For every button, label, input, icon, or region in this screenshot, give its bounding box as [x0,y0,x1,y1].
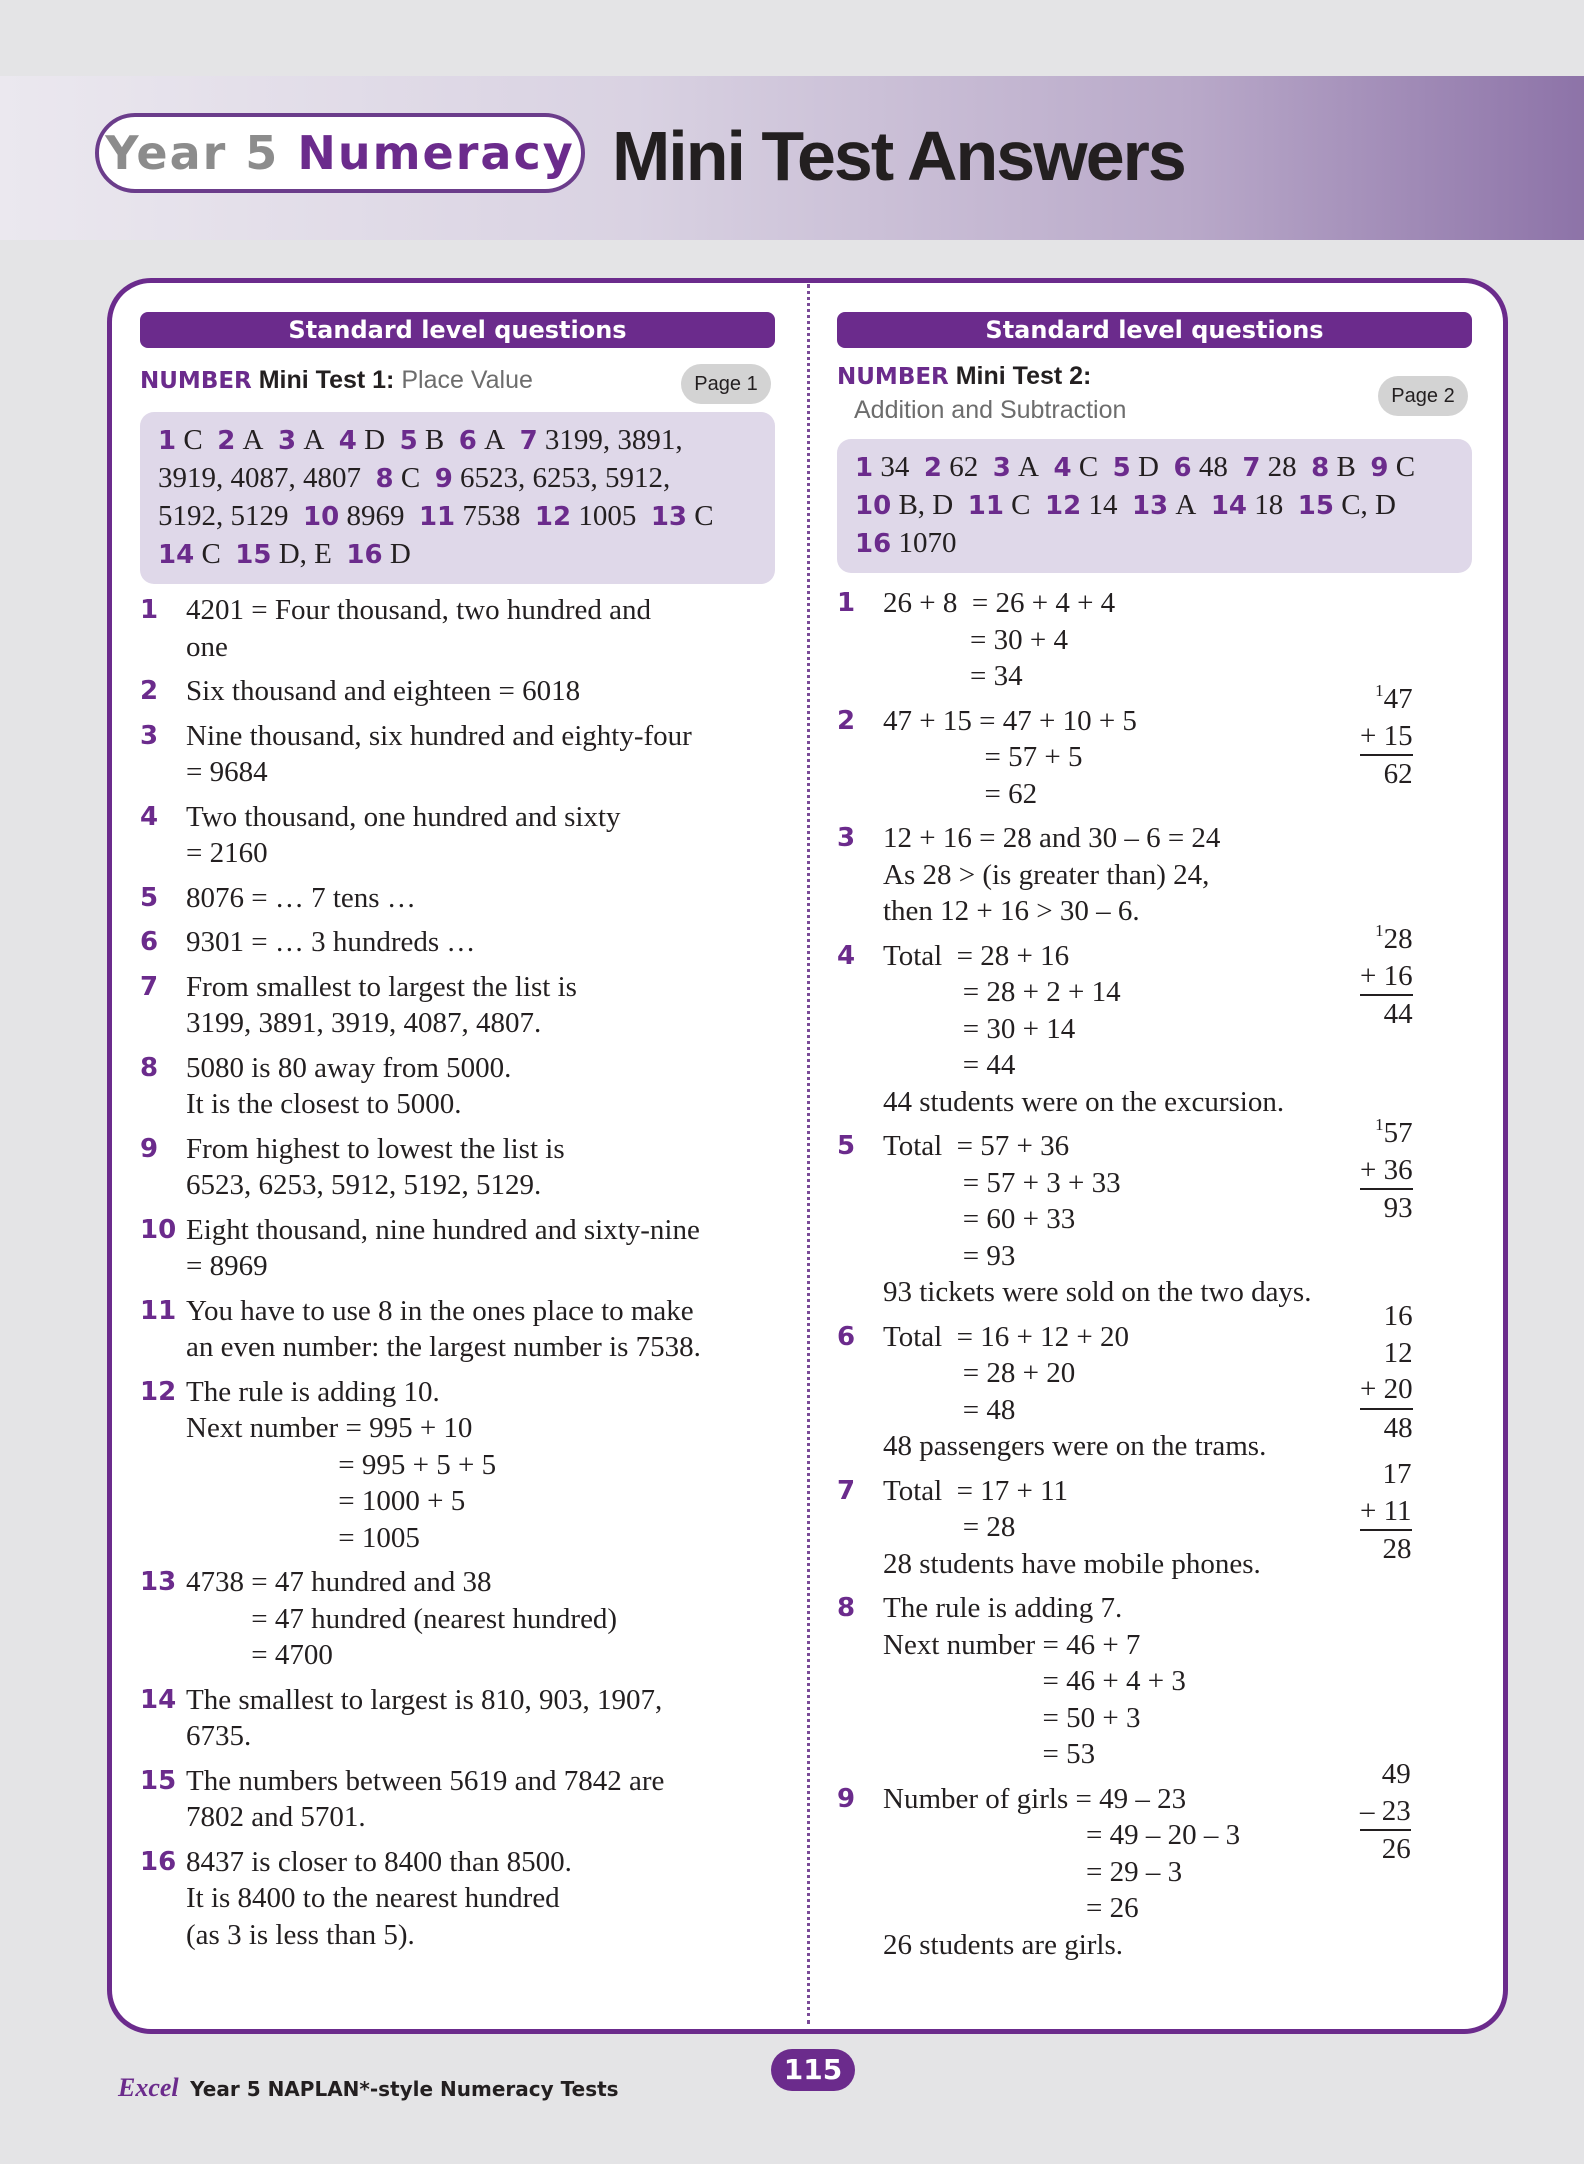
sum-top: 49 [1381,1758,1411,1790]
question-number: 3 [837,823,856,853]
sum-result: 28 [1382,1533,1412,1565]
answer-line: = 57 + 5 [883,741,1083,773]
summary-answer: A [484,424,506,456]
vertical-sum [1360,913,1413,1033]
subject-label: Numeracy [297,126,575,180]
summary-question-number: 6 [458,426,477,456]
vertical-sum [1360,1756,1411,1868]
book-title: Year 5 NAPLAN*-style Numeracy Tests [190,2077,619,2101]
answer-line: As 28 > (is greater than) 24, [883,858,1210,891]
test-topic: Addition and Subtraction [854,396,1127,424]
answer-line: = 46 + 4 + 3 [883,1665,1186,1697]
answer-line: 4738 = 47 hundred and 38 [186,1566,492,1598]
answer-item [140,1131,775,1204]
summary-answer: D [1138,451,1159,483]
vertical-sum [1360,1456,1412,1568]
answer-line: = 26 [883,1892,1139,1924]
summary-line [158,422,759,460]
sum-addend: + 20 [1360,1371,1413,1410]
sum-top: 28 [1383,923,1413,955]
summary-answer: A [303,424,325,456]
summary-question-number: 1 [855,453,874,483]
answer-item [140,880,775,917]
answer-line: 5080 is 80 away from 5000. [186,1051,512,1084]
answer-line: Next number = 995 + 10 [186,1412,473,1444]
answer-item [140,673,775,710]
answer-line: The numbers between 5619 and 7842 are [186,1764,665,1797]
answer-line: 26 students are girls. [883,1928,1124,1961]
strand-label: NUMBER [140,368,252,394]
summary-answer: 3919, 4087, 4807 [158,462,361,494]
sum-addend: + 15 [1360,718,1413,757]
answer-line: = 28 + 20 [883,1357,1076,1389]
answer-item [837,1590,1472,1773]
sum-result: 62 [1383,758,1413,790]
summary-question-number: 5 [399,426,418,456]
answer-line: 47 + 15 = 47 + 10 + 5 [883,704,1137,737]
summary-question-number: 16 [855,529,892,559]
question-number: 15 [140,1765,177,1796]
summary-question-number: 2 [923,453,942,483]
answer-line: Nine thousand, six hundred and eighty-four [186,719,692,752]
question-number: 8 [837,1593,856,1623]
question-number: 16 [140,1846,177,1877]
answer-line: It is 8400 to the nearest hundred [186,1882,560,1914]
answer-line: From highest to lowest the list is [186,1132,565,1165]
year-label: Year 5 [105,126,280,180]
answer-line: = 1005 [186,1521,420,1554]
section-header: Standard level questions [837,312,1472,348]
page-badge: Page 1 [681,364,771,404]
summary-answer: 1070 [898,527,957,559]
summary-answer: 7538 [462,500,521,532]
question-number: 7 [140,971,159,1002]
summary-question-number: 6 [1173,453,1192,483]
answer-line: an even number: the largest number is 7538. [186,1331,701,1363]
question-number: 3 [140,720,159,751]
summary-line [158,460,759,498]
sum-addend: + 16 [1360,958,1413,997]
answer-line: Total = 16 + 12 + 20 [883,1320,1129,1353]
answer-line: = 53 [883,1738,1096,1770]
carry-digit: 1 [1375,681,1384,700]
answer-item [140,1564,775,1674]
sum-addend: + 11 [1360,1493,1412,1532]
answer-line: The rule is adding 7. [883,1592,1123,1624]
summary-question-number: 12 [534,502,572,532]
brand-logo: Excel [118,2073,179,2102]
answer-line: = 47 hundred (nearest hundred) [186,1602,618,1635]
summary-answer: D [364,424,386,456]
page-number: 115 [771,2049,855,2091]
summary-answer: A [1175,489,1197,521]
summary-question-number: 7 [1242,453,1261,483]
summary-answer: C [1011,489,1031,521]
summary-question-number: 9 [1370,453,1389,483]
answer-line: = 49 – 20 – 3 [883,1819,1241,1851]
answer-item [140,1844,775,1954]
answer-item [140,1212,775,1285]
answer-line: 8437 is closer to 8400 than 8500. [186,1845,572,1878]
test-name: Mini Test 1: [258,366,395,394]
summary-answer: D, E [278,538,332,570]
summary-question-number: 10 [303,502,340,532]
test-name: Mini Test 2: [955,362,1092,390]
answer-line: = 93 [883,1239,1016,1272]
summary-question-number: 16 [346,540,383,570]
question-number: 10 [140,1214,177,1245]
answer-line: = 28 + 2 + 14 [883,976,1121,1008]
answer-line: 48 passengers were on the trams. [883,1430,1267,1462]
answer-line: = 50 + 3 [883,1701,1141,1734]
summary-answer: 14 [1088,489,1118,521]
sum-top: 57 [1383,1117,1413,1149]
summary-answer: C [400,462,421,494]
question-number: 11 [140,1295,177,1326]
page-badge: Page 2 [1378,376,1468,416]
question-number: 6 [837,1321,856,1352]
answer-line: = 62 [883,777,1038,810]
summary-question-number: 9 [434,464,453,494]
answer-line: = 34 [883,660,1023,692]
question-number: 9 [837,1783,856,1814]
answer-line: (as 3 is less than 5). [186,1918,415,1951]
answer-item [140,924,775,961]
summary-question-number: 5 [1112,453,1131,483]
answer-line: Two thousand, one hundred and sixty [186,800,621,833]
question-number: 7 [837,1475,856,1506]
summary-answer: B [424,424,445,456]
answer-line: 12 + 16 = 28 and 30 – 6 = 24 [883,822,1221,854]
answer-line: = 9684 [186,756,268,788]
answer-line: = 4700 [186,1639,333,1671]
answer-line: = 30 + 14 [883,1012,1076,1045]
summary-answer: A [1018,451,1039,483]
question-number: 8 [140,1052,159,1083]
question-number: 2 [140,676,159,706]
summary-question-number: 8 [1311,453,1330,483]
summary-answer: 8969 [346,500,405,532]
question-number: 1 [837,588,856,618]
answer-line: Eight thousand, nine hundred and sixty-nine [186,1213,700,1246]
answer-line: = 1000 + 5 [186,1485,466,1517]
answer-line: 8076 = … 7 tens … [186,881,416,914]
summary-answer: C [1078,451,1099,483]
answer-line: You have to use 8 in the ones place to make [186,1294,694,1327]
test-topic: Place Value [401,366,533,394]
summary-answer: C [694,500,714,532]
answer-item [140,1682,775,1755]
summary-answer: D [389,538,411,570]
question-number: 9 [140,1133,159,1164]
page-title: Mini Test Answers [612,117,1185,195]
answer-line: 6523, 6253, 5912, 5192, 5129. [186,1169,542,1201]
sum-result: 93 [1383,1192,1413,1224]
summary-question-number: 15 [235,540,272,570]
carry-digit: 1 [1375,921,1384,940]
question-number: 6 [140,927,159,957]
summary-question-number: 4 [1053,453,1072,483]
summary-line [158,498,759,536]
summary-answer: B, D [898,489,954,521]
summary-answer: C [201,538,221,570]
summary-answer: A [242,424,264,456]
section-header: Standard level questions [140,312,775,348]
sum-addend: – 23 [1360,1793,1411,1832]
question-number: 12 [140,1376,177,1407]
sum-result: 48 [1383,1411,1413,1444]
answer-line: From smallest to largest the list is [186,970,577,1003]
answer-line: Total = 17 + 11 [883,1474,1069,1507]
summary-answer: 48 [1198,451,1228,483]
summary-question-number: 8 [375,464,394,494]
answer-line: = 2160 [186,837,268,869]
summary-question-number: 11 [418,502,456,532]
summary-answer: C [1395,451,1416,483]
answer-line: 28 students have mobile phones. [883,1547,1261,1580]
summary-question-number: 14 [1210,491,1248,521]
summary-question-number: 3 [992,453,1011,483]
question-number: 5 [837,1131,856,1161]
answer-line: = 30 + 4 [883,623,1068,656]
answer-line: Number of girls = 49 – 23 [883,1782,1187,1815]
answer-line: = 60 + 33 [883,1203,1076,1235]
answer-line: The rule is adding 10. [186,1375,440,1408]
summary-answer: 62 [949,451,979,483]
mini-test-title [140,364,775,398]
summary-question-number: 11 [967,491,1004,521]
summary-answer: C, D [1341,489,1397,521]
summary-question-number: 15 [1297,491,1334,521]
summary-question-number: 10 [855,491,892,521]
answer-line: 7802 and 5701. [186,1801,366,1833]
summary-question-number: 1 [158,426,177,456]
footer-brand [118,2073,619,2103]
vertical-sum [1360,673,1413,793]
summary-answer: 28 [1267,451,1297,483]
answer-item [140,1763,775,1836]
answer-line: 44 students were on the excursion. [883,1085,1285,1118]
summary-line [855,449,1456,487]
answer-line: 3199, 3891, 3919, 4087, 4807. [186,1007,542,1039]
answer-line: = 44 [883,1049,1016,1081]
worked-solutions [140,592,775,1953]
question-number: 4 [140,801,159,832]
summary-answer: 18 [1254,489,1284,521]
answer-line: 4201 = Four thousand, two hundred and [186,594,652,626]
summary-line [158,536,759,574]
sum-result: 26 [1381,1833,1411,1865]
answer-line: 9301 = … 3 hundreds … [186,926,476,958]
summary-question-number: 13 [1131,491,1169,521]
carry-digit: 1 [1375,1115,1384,1134]
question-number: 1 [140,595,159,625]
answer-line: then 12 + 16 > 30 – 6. [883,895,1140,927]
answer-item [140,718,775,791]
year-subject-pill [95,113,585,193]
answer-line: Six thousand and eighteen = 6018 [186,675,581,707]
sum-top: 47 [1383,683,1413,715]
question-number: 5 [140,882,159,913]
summary-question-number: 3 [277,426,297,456]
answer-summary-box [837,439,1472,573]
answer-line: = 57 + 3 + 33 [883,1166,1121,1199]
left-column [140,312,775,1953]
summary-answer: 34 [880,451,910,483]
summary-question-number: 2 [217,426,236,456]
sum-addend: + 36 [1360,1152,1413,1191]
summary-answer: C [183,424,203,456]
summary-answer: B [1336,451,1356,483]
answer-item [140,1050,775,1123]
answer-line: = 28 [883,1511,1016,1543]
answer-line: 6735. [186,1720,252,1752]
mini-test-title [837,360,1472,427]
answer-line: = 8969 [186,1250,268,1282]
vertical-sum [1360,1107,1413,1227]
column-divider [807,284,810,2024]
summary-answer: 6523, 6253, 5912, [460,462,671,494]
answer-line: It is the closest to 5000. [186,1088,462,1120]
summary-answer: 5192, 5129 [158,500,289,532]
summary-question-number: 4 [338,426,357,456]
answer-line: Total = 28 + 16 [883,939,1070,972]
summary-question-number: 7 [519,426,538,456]
sum-top: 16 12 [1383,1300,1413,1369]
strand-label: NUMBER [837,364,949,390]
answer-item [140,799,775,872]
sum-top: 17 [1382,1458,1412,1490]
answer-item [140,969,775,1042]
answer-line: = 29 – 3 [883,1855,1183,1888]
vertical-sum [1360,1298,1413,1446]
answer-line: one [186,630,228,663]
answer-line: 26 + 8 = 26 + 4 + 4 [883,587,1116,619]
answer-line: Next number = 46 + 7 [883,1628,1141,1661]
question-number: 2 [837,705,856,736]
summary-answer: 3199, 3891, [544,424,683,456]
summary-answer: 1005 [578,500,637,532]
summary-line [855,525,1456,563]
sum-result: 44 [1383,998,1413,1030]
answer-item [140,1293,775,1366]
summary-question-number: 13 [650,502,687,532]
answer-summary-box [140,412,775,584]
question-number: 4 [837,940,856,971]
answer-line: = 48 [883,1393,1016,1426]
answer-line: = 995 + 5 + 5 [186,1448,497,1481]
answer-item [140,1374,775,1557]
question-number: 13 [140,1567,177,1597]
answer-line: 93 tickets were sold on the two days. [883,1276,1312,1308]
summary-line [855,487,1456,525]
answer-line: The smallest to largest is 810, 903, 1907, [186,1683,663,1716]
summary-question-number: 12 [1045,491,1082,521]
question-number: 14 [140,1684,177,1715]
summary-question-number: 14 [158,540,195,570]
answer-line: Total = 57 + 36 [883,1130,1070,1162]
answer-item [140,592,775,665]
